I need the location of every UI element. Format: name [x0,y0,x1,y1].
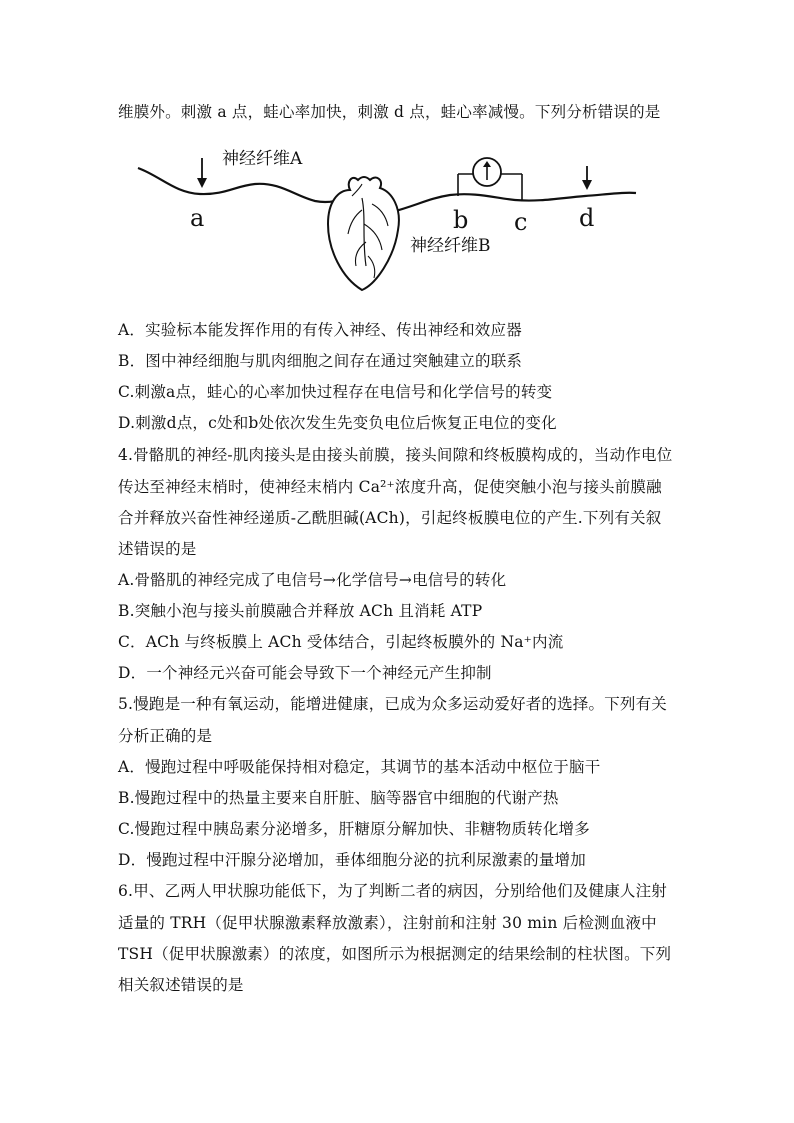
q4-option-a: A.骨骼肌的神经完成了电信号→化学信号→电信号的转化 [118,571,507,589]
q3-option-b: B．图中神经细胞与肌肉细胞之间存在通过突触建立的联系 [118,352,523,370]
q4-option-c: C．ACh 与终板膜上 ACh 受体结合，引起终板膜外的 Na⁺内流 [118,633,564,651]
q6-stem-line-2: 适量的 TRH（促甲状腺激素释放激素），注射前和注射 30 min 后检测血液中 [118,914,657,932]
q4-option-b: B.突触小泡与接头前膜融合并释放 ACh 且消耗 ATP [118,602,483,620]
q4-stem-line-3: 合并释放兴奋性神经递质-乙酰胆碱(ACh)，引起终板膜电位的产生.下列有关叙 [118,509,662,527]
q5-option-c: C.慢跑过程中胰岛素分泌增多，肝糖原分解加快、非糖物质转化增多 [118,820,590,838]
nerve-heart-diagram [130,138,650,303]
q5-stem-line-1: 5.慢跑是一种有氧运动，能增进健康，已成为众多运动爱好者的选择。下列有关 [118,695,667,713]
label-point-c: c [514,208,528,236]
q4-option-d: D．一个神经元兴奋可能会导致下一个神经元产生抑制 [118,664,492,682]
question-3-stem-tail: 维膜外。刺激 a 点，蛙心率加快，刺激 d 点，蛙心率减慢。下列分析错误的是 [118,103,661,121]
q4-stem-line-1: 4.骨骼肌的神经-肌肉接头是由接头前膜，接头间隙和终板膜构成的，当动作电位 [118,446,673,464]
q6-stem-line-4: 相关叙述错误的是 [118,976,244,994]
q3-option-c: C.刺激a点，蛙心的心率加快过程存在电信号和化学信号的转变 [118,383,553,401]
label-point-a: a [190,204,205,232]
q6-stem-line-3: TSH（促甲状腺激素）的浓度，如图所示为根据测定的结果绘制的柱状图。下列 [118,945,672,963]
q5-option-d: D．慢跑过程中汗腺分泌增加，垂体细胞分泌的抗利尿激素的量增加 [118,851,586,869]
q4-stem-line-2: 传达至神经末梢时，使神经末梢内 Ca²⁺浓度升高，促使突触小泡与接头前膜融 [118,478,662,496]
stimulus-arrow-d [582,166,592,190]
q3-option-a: A．实验标本能发挥作用的有传入神经、传出神经和效应器 [118,321,522,339]
q5-option-a: A．慢跑过程中呼吸能保持相对稳定，其调节的基本活动中枢位于脑干 [118,758,601,776]
label-point-d: d [579,204,595,232]
nerve-fiber-a-line [138,168,344,202]
q5-stem-line-2: 分析正确的是 [118,727,213,745]
frog-heart-icon [328,177,399,290]
q6-stem-line-1: 6.甲、乙两人甲状腺功能低下，为了判断二者的病因，分别给他们及健康人注射 [118,882,667,900]
q5-option-b: B.慢跑过程中的热量主要来自肝脏、脑等器官中细胞的代谢产热 [118,789,559,807]
label-nerve-fiber-b: 神经纤维B [410,236,491,256]
label-point-b: b [453,206,469,234]
q3-option-d: D.刺激d点，c处和b处依次发生先变负电位后恢复正电位的变化 [118,414,557,432]
q4-stem-line-4: 述错误的是 [118,540,197,558]
stimulus-arrow-a [197,158,207,188]
label-nerve-fiber-a: 神经纤维A [222,149,303,169]
